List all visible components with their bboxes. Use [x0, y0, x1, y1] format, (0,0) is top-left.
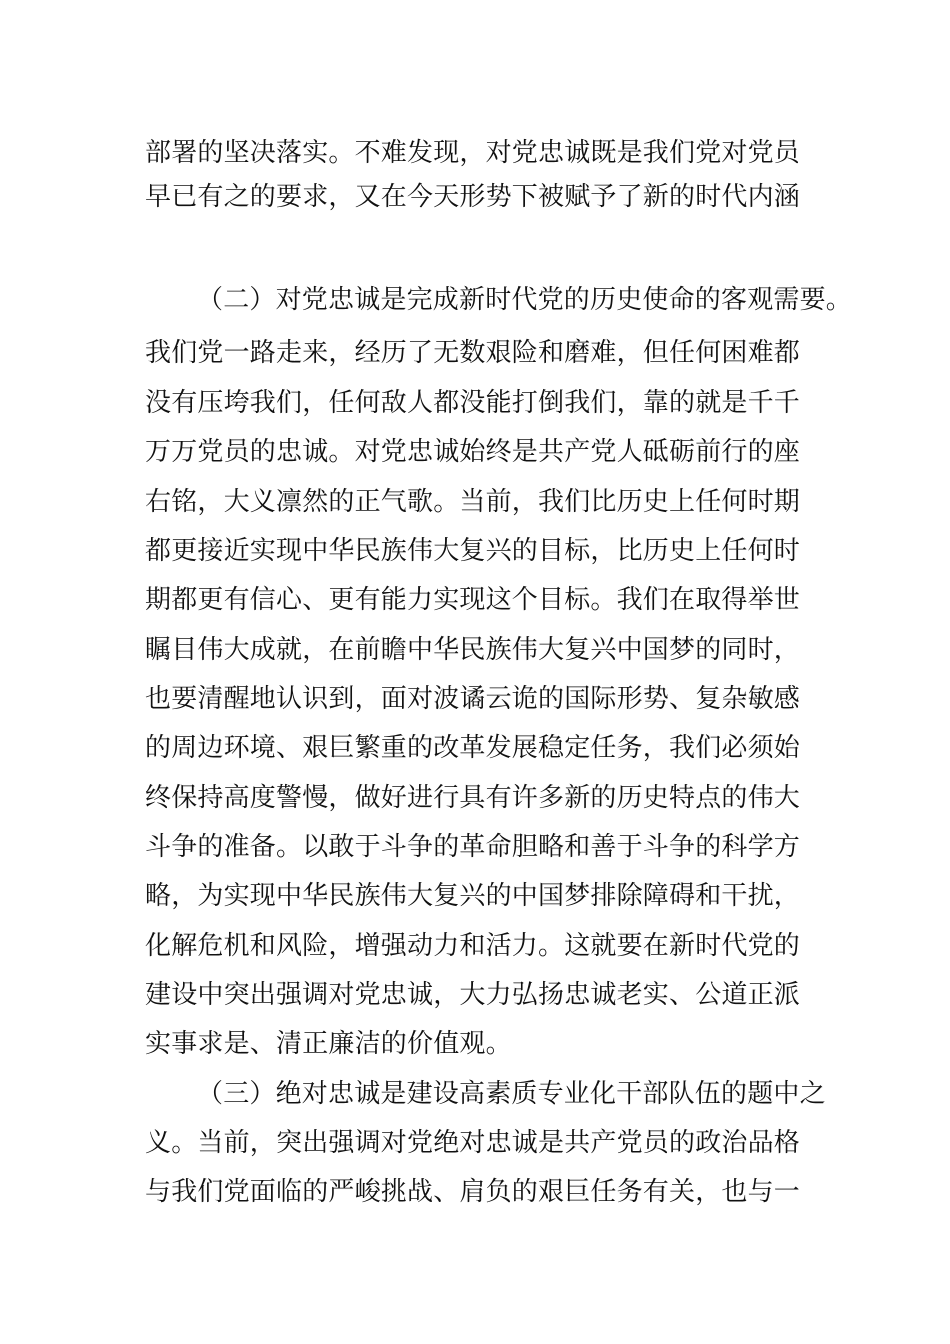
text-line: 斗争的准备。以敢于斗争的革命胆略和善于斗争的科学方 — [145, 832, 801, 862]
text-line: 与我们党面临的严峻挑战、肩负的艰巨任务有关，也与一 — [145, 1177, 801, 1207]
section-heading-2: （二）对党忠诚是完成新时代党的历史使命的客观需要。 — [197, 285, 853, 315]
text-line: 实事求是、清正廉洁的价值观。 — [145, 1029, 512, 1059]
text-line: 也要清醒地认识到，面对波谲云诡的国际形势、复杂敏感 — [145, 684, 801, 714]
text-line: 万万党员的忠诚。对党忠诚始终是共产党人砥砺前行的座 — [145, 437, 801, 467]
text-line: 终保持高度警慢，做好进行具有许多新的历史特点的伟大 — [145, 783, 801, 813]
text-line: 都更接近实现中华民族伟大复兴的目标，比历史上任何时 — [145, 536, 801, 566]
text-line: 瞩目伟大成就，在前瞻中华民族伟大复兴中国梦的同时， — [145, 635, 801, 665]
text-line: 早已有之的要求，又在今天形势下被赋予了新的时代内涵 — [145, 182, 801, 212]
section-heading-3: （三）绝对忠诚是建设高素质专业化干部队伍的题中之 — [197, 1079, 826, 1109]
text-line: 我们党一路走来，经历了无数艰险和磨难，但任何困难都 — [145, 338, 801, 368]
text-line: 化解危机和风险，增强动力和活力。这就要在新时代党的 — [145, 931, 801, 961]
text-line: 义。当前，突出强调对党绝对忠诚是共产党员的政治品格 — [145, 1128, 801, 1158]
text-line: 右铭，大义凛然的正气歌。当前，我们比历史上任何时期 — [145, 487, 801, 517]
text-line: 期都更有信心、更有能力实现这个目标。我们在取得举世 — [145, 585, 801, 615]
text-line: 的周边环境、艰巨繁重的改革发展稳定任务，我们必须始 — [145, 733, 801, 763]
text-line: 没有压垮我们，任何敌人都没能打倒我们，靠的就是千千 — [145, 388, 801, 418]
text-line: 略，为实现中华民族伟大复兴的中国梦排除障碍和干扰， — [145, 881, 801, 911]
text-line: 部署的坚决落实。不难发现，对党忠诚既是我们党对党员 — [145, 138, 801, 168]
text-line: 建设中突出强调对党忠诚，大力弘扬忠诚老实、公道正派 — [145, 980, 801, 1010]
